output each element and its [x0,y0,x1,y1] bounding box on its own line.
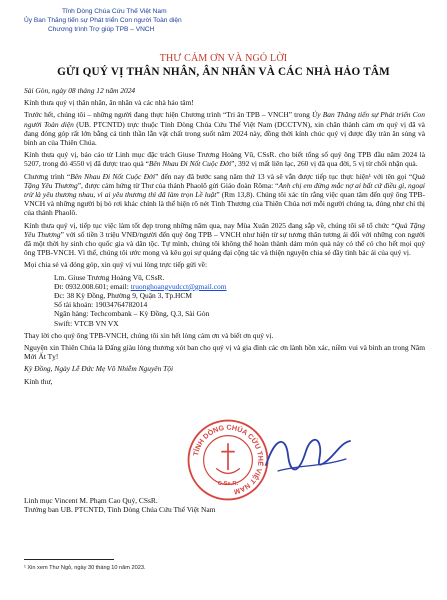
text-run: ” (Rm 13,8). Chúng tôi xác tín rằng việc quan tâm đến quý ông TPB-VNCH và những người bị bỏ rơi khác chính là thể hiện rõ nét Tỉnh Thương của Thiên Chúa nơi mỗi người chúng ta, đúng như chỉ thị của thánh Phaolô. [24,190,425,218]
text-run: ”, 392 vị mất liên lạc, 260 vị đã qua đời, 5 vị từ chối nhận quà. [231,159,418,169]
text-run: (UB. PTCNTD) trực thuộc Tỉnh Dòng Chúa Cứu Thế Việt Nam (DCCTVN), xin chân thành cảm ơn quý vị đã và đang đóng góp rất lớn bằng cả tinh thần lẫn vật chất trong suốt năm 2024 này, đồng thời kính chúc quý vị được đầy tràn ân sủng và bình an của Thiên Chúa. [24,119,425,148]
gift-name: Quà Tặng Yêu Thương [24,220,425,239]
contact-account: Số tài khoản: 19034764782014 [54,300,148,310]
greeting: Kính thưa quý vị thân nhân, ân nhân và các nhà hảo tâm! [24,98,194,108]
letter-title: THƯ CẢM ƠN VÀ NGỎ LỜI [159,53,288,64]
contact-phone-email [54,282,425,291]
letter-date: Sài Gòn, ngày 08 tháng 12 năm 2024 [24,86,136,95]
text-run: Chương trình “ [24,171,71,181]
paragraph-gratitude: Thay lời cho quý ông TPB-VNCH, chúng tôi xin hết lòng cảm ơn và biết ơn quý vị. [24,330,274,340]
paragraph-program [24,172,425,218]
text-run: Trước hết, chúng tôi – những người đang thực hiện Chương trình “Tri ân TPB – VNCH” trong [24,110,312,120]
contact-swift: Swift: VTCB VN VX [54,318,119,328]
contact-name: Lm. Giuse Trương Hoàng Vũ, CSsR. [54,272,165,282]
contact-address: Đc: 38 Kỳ Đồng, Phường 9, Quận 3, Tp.HCM [54,291,192,301]
text-run: ” đến nay đã bước sang năm thứ 13 và sẽ vẫn được tiếp tục thực hiện¹ với tên gọi “ [155,171,413,181]
paragraph-contact-intro: Mọi chia sẻ và đóng góp, xin quý vị vui lòng trực tiếp gửi về: [24,260,208,270]
contact-phone: Đt: 0932.008.601; email: [54,281,131,291]
text-run: ” với số tiền 3 triệu VNĐ/người đến quý ông TPB – VNCH như hiện từ sự tương thân tương ái đối với những con người đã một thời hy sinh cho quốc gia và dân tộc. Tự mình, chúng tôi không thể hoàn thành dám món quà này có thể có cho hết mọi quý ông TPB-VNCH. Vì thế, chúng tôi ước mong và kêu gọi sự quảng đại cộng tác và thiện nguyện chia sẻ đầy tình bác ái của quý vị. [24,229,425,258]
paragraph-appeal [24,221,425,258]
signer-name: Linh mục Vincent M. Phạm Cao Quý, CSsR. [24,496,158,505]
letter-subtitle: GỬI QUÝ VỊ THÂN NHÂN, ÂN NHÂN VÀ CÁC NHÀ HẢO TÂM [57,66,390,78]
footnote: ¹ Xin xem Thư Ngỏ, ngày 30 tháng 10 năm 2023. [24,565,146,571]
closing-date [24,364,425,373]
letterhead-line-province: Tỉnh Dòng Chúa Cứu Thế Việt Nam [62,8,167,15]
seal-center-text: C.Ss.R. [217,481,239,488]
contact-bank: Ngân hàng: Techcombank – Kỳ Đồng, Q.3, Sài Gòn [54,309,210,319]
paragraph-thanks [24,110,425,147]
signer-block [24,496,215,514]
text-run: ”, được cảm hứng từ Thư của thánh Phaolô gửi Giáo đoàn Rôma: “ [77,180,279,190]
contact-email-link[interactable]: truonghoangvudcct@gmail.com [130,281,227,291]
paragraph-report [24,150,425,168]
letterhead-line-committee: Ủy Ban Thăng tiến sự Phát triển Con người Toàn diện [24,17,182,24]
committee-name: Ủy Ban Thăng tiến sự Phát triển Con người Toàn diện [24,110,425,129]
text-run: Kính thưa quý vị, tiếp tục việc làm tốt đẹp trong những năm qua, nay Mùa Xuân 2025 đang sắp về, chúng tôi sẽ tổ chức “ [24,220,395,230]
closing-salutation: Kính thư, [24,376,53,386]
signer-title: Trưởng ban UB. PTCNTD, Tỉnh Dòng Chúa Cứu Thế Việt Nam [24,505,216,515]
letter-title-block [0,53,447,78]
signature-icon [258,425,358,481]
letterhead [24,7,264,34]
letterhead-line-program: Chương trình Trợ giúp TPB – VNCH [48,26,155,33]
seal-ring-text: TỈNH DÒNG CHÚA CỨU THẾ VIỆT NAM [192,423,265,496]
footnote-divider [24,559,114,560]
program-name: Bên Nhau Đi Nốt Cuộc Đời [70,171,156,181]
letter-body [24,86,425,389]
gift-name: Quà Tặng Yêu Thương [24,171,425,190]
closing-date-text: Kỳ Đồng, Ngày Lễ Đức Mẹ Vô Nhiễm Nguyên Tội [24,364,174,374]
paragraph-blessing: Nguyện xin Thiên Chúa là Đấng giàu lòng thương xót ban cho quý vị và gia đình các ơn lành hồn xác, niềm vui và bình an trong Năm Mới Ất Tỵ! [24,343,425,362]
scripture-quote: Anh chị em đừng mắc nợ ai bất cứ điều gì, ngoại trừ là yêu thương nhau, vì ai yêu thương thì đã làm trọn Lề luật [24,180,425,200]
contact-block [24,273,425,328]
text-run: Kính thưa quý vị, báo cáo từ Linh mục đặc trách Giuse Trương Hoàng Vũ, CSsR. cho biết tổng số quý ông TPB đầu năm 2024 là 5207, trong đó 4550 vị đã được trao quà “ [24,150,425,169]
program-name: Bên Nhau Đi Nốt Cuộc Đời [148,159,232,169]
